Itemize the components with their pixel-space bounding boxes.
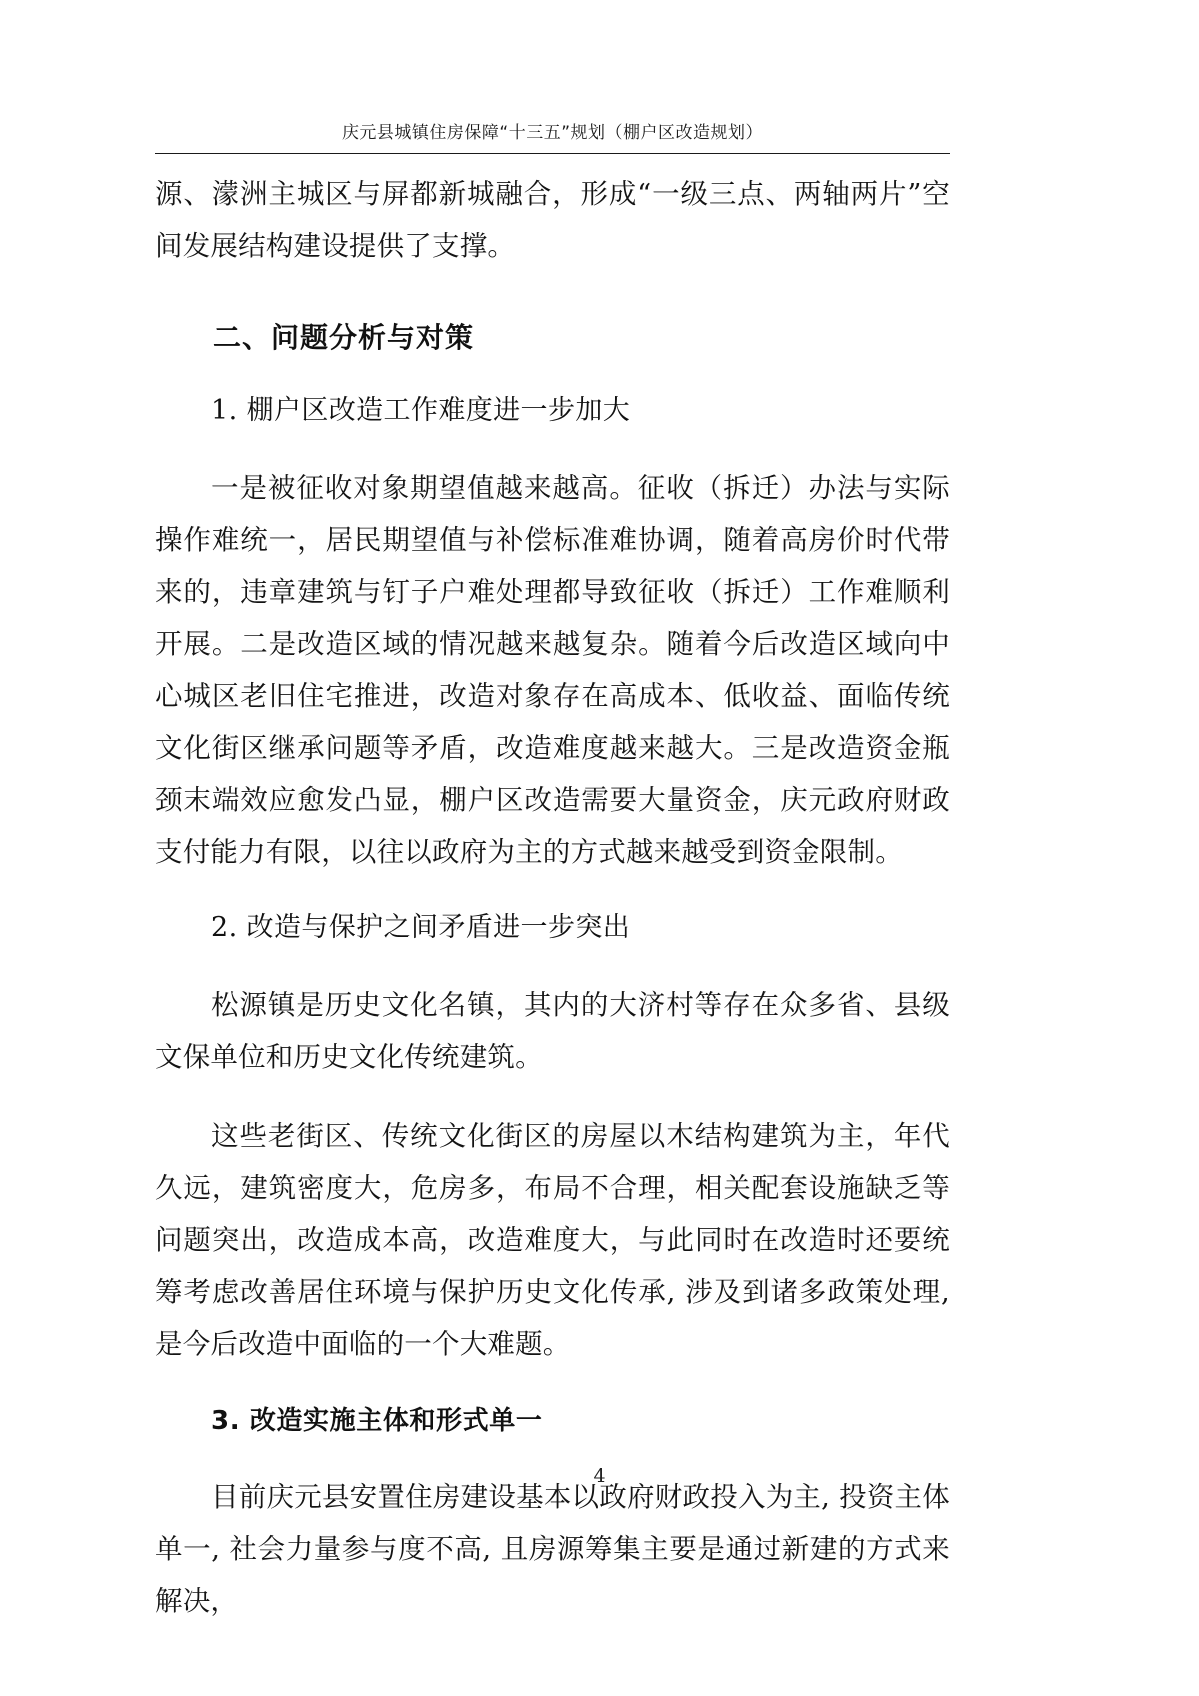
subsection-2-paragraph-2: 这些老街区、传统文化街区的房屋以木结构建筑为主，年代久远，建筑密度大，危房多，布局不合理，相关配套设施缺乏等问题突出，改造成本高，改造难度大，与此同时在改造时还要统筹考虑改善居住环境与保护历史文化传承, 涉及到诸多政策处理, 是今后改造中面临的一个大难题。 (155, 1120, 950, 1360)
page-content (155, 0, 950, 1655)
subsection-3-paragraph-1: 目前庆元县安置住房建设基本以政府财政投入为主, 投资主体单一, 社会力量参与度不高, 且房源筹集主要是通过新建的方式来解决， (155, 1481, 950, 1617)
continued-paragraph: 源、濛洲主城区与屏都新城融合，形成“一级三点、两轴两片”空间发展结构建设提供了支撑。 (155, 178, 950, 262)
subsection-1-paragraph-1: 一是被征收对象期望值越来越高。征收（拆迁）办法与实际操作难统一，居民期望值与补偿标准难协调，随着高房价时代带来的，违章建筑与钉子户难处理都导致征收（拆迁）工作难顺利开展。二是改造区域的情况越来越复杂。随着今后改造区域向中心城区老旧住宅推进，改造对象存在高成本、低收益、面临传统文化街区继承问题等矛盾，改造难度越来越大。三是改造资金瓶颈末端效应愈发凸显，棚户区改造需要大量资金，庆元政府财政支付能力有限，以往以政府为主的方式越来越受到资金限制。 (155, 471, 950, 868)
subsection-heading-3: 3. 改造实施主体和形式单一 (211, 1405, 543, 1436)
running-header: 庆元县城镇住房保障“十三五”规划（棚户区改造规划） (341, 123, 764, 143)
subsection-heading-2: 2. 改造与保护之间矛盾进一步突出 (211, 912, 631, 943)
subsection-2-paragraph-1: 松源镇是历史文化名镇，其内的大济村等存在众多省、县级文保单位和历史文化传统建筑。 (155, 988, 950, 1073)
page-number: 4 (593, 1465, 606, 1487)
subsection-heading-1: 1. 棚户区改造工作难度进一步加大 (211, 395, 631, 426)
section-heading: 二、问题分析与对策 (213, 321, 475, 354)
header-divider (155, 153, 950, 154)
